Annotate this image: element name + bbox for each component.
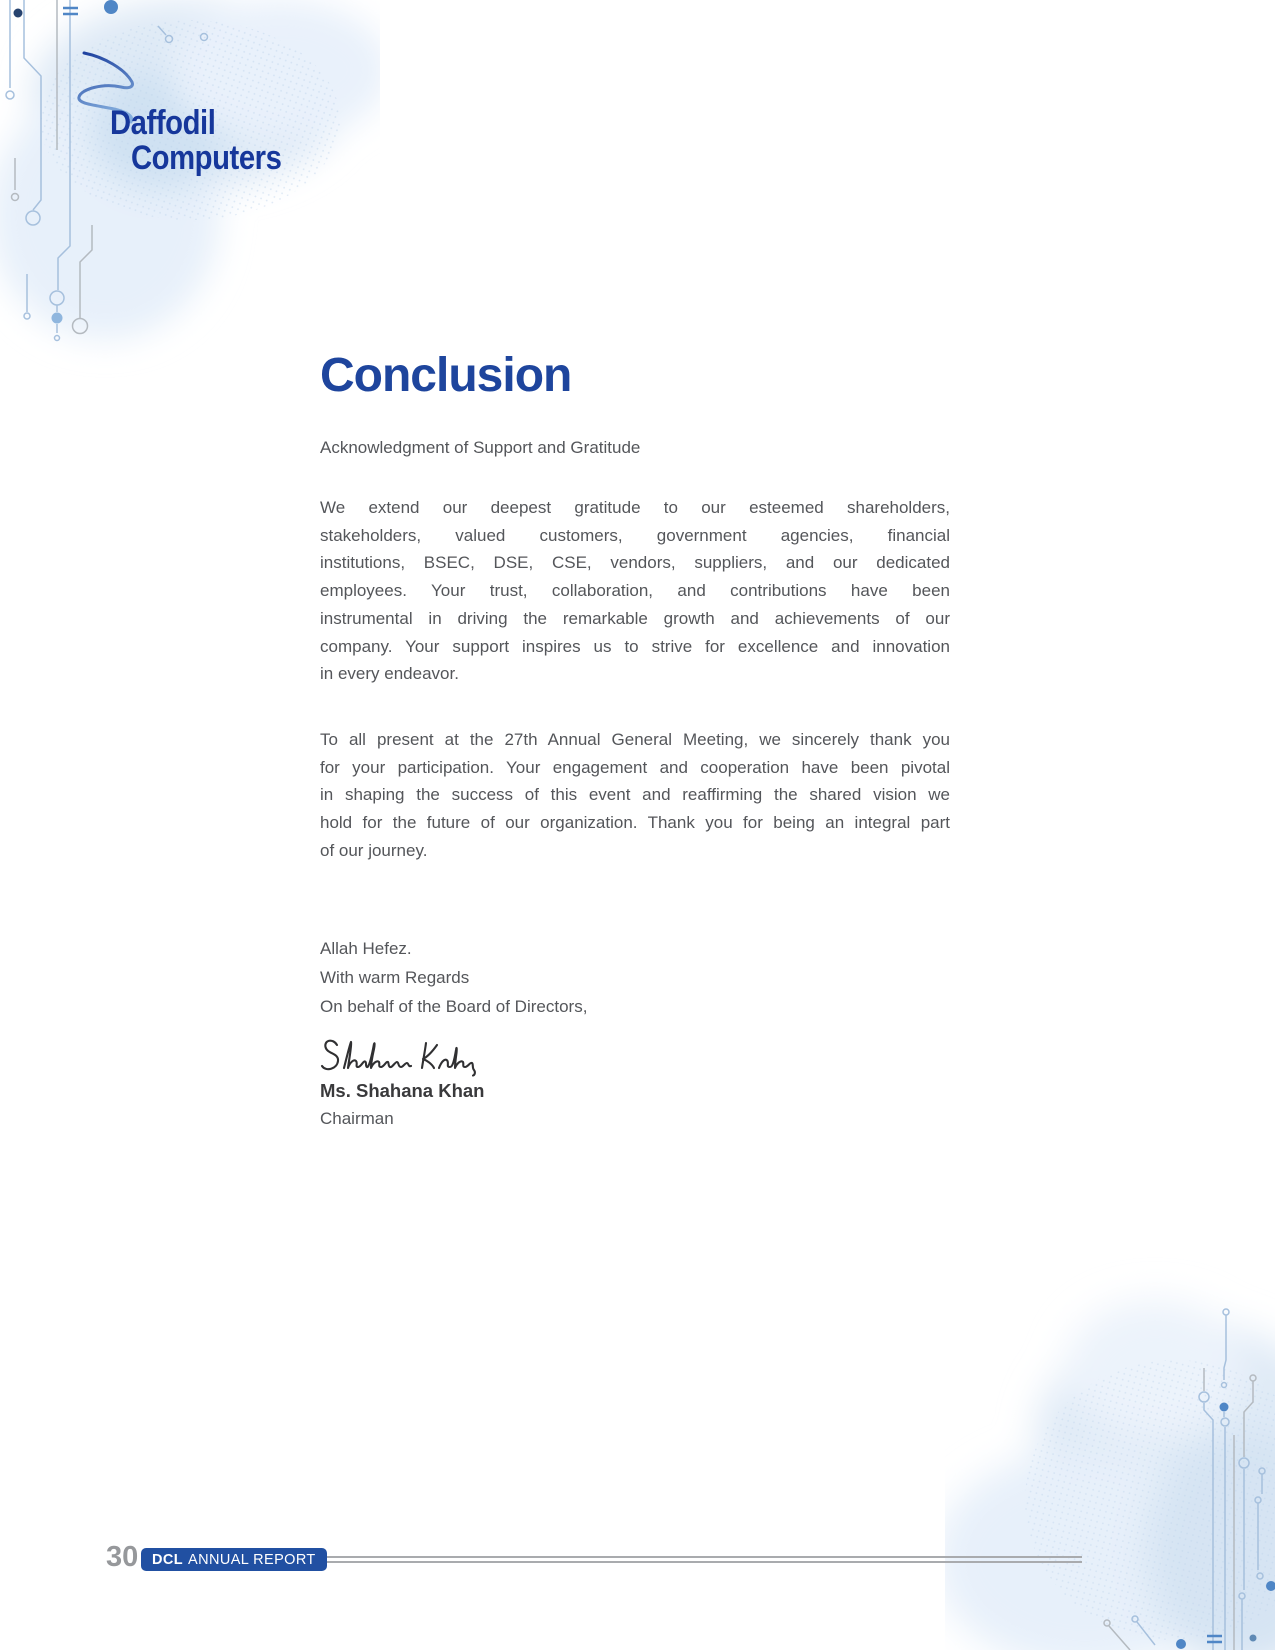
logo-word-computers: Computers <box>131 139 282 177</box>
paragraph-line: of our journey. <box>320 840 428 860</box>
conclusion-section <box>320 349 950 1132</box>
paragraph-gratitude <box>320 494 950 688</box>
paragraph-line: To all present at the 27th Annual General Meeting, we sincerely thank you <box>320 729 950 749</box>
signatory-title: Chairman <box>320 1109 394 1129</box>
paragraph-line: hold for the future of our organization. Thank you for being an integral part <box>320 813 950 833</box>
paragraph-line: in shaping the success of this event and reaffirming the shared vision we <box>320 785 950 805</box>
circuit-nodes <box>14 0 119 18</box>
signature-image <box>320 1035 495 1077</box>
closing-line: With warm Regards <box>320 968 470 988</box>
paragraph-line: company. Your support inspires us to strive for excellence and innovation <box>320 636 950 656</box>
paragraph-line: stakeholders, valued customers, government agencies, financial <box>320 525 950 545</box>
signatory-name: Ms. Shahana Khan <box>320 1080 485 1102</box>
closing-line: On behalf of the Board of Directors, <box>320 996 588 1016</box>
logo-word-daffodil: Daffodil <box>110 104 216 142</box>
badge-brand: DCL <box>152 1551 184 1568</box>
report-badge <box>141 1548 327 1571</box>
daffodil-computers-logo <box>110 106 306 176</box>
paragraph-line: instrumental in driving the remarkable growth and achievements of our <box>320 608 950 628</box>
circuit-decoration-top-left <box>0 0 380 380</box>
closing-block <box>320 935 950 1021</box>
page-title: Conclusion <box>320 349 572 402</box>
footer-rule <box>305 1556 1082 1563</box>
paragraph-line: for your participation. Your engagement and cooperation have been pivotal <box>320 757 950 777</box>
page-number: 30 <box>106 1541 139 1573</box>
paragraph-line: in every endeavor. <box>320 664 459 684</box>
closing-line: Allah Hefez. <box>320 939 412 959</box>
paragraph-line: employees. Your trust, collaboration, and contributions have been <box>320 581 950 601</box>
signature-block <box>320 1035 950 1077</box>
badge-label: ANNUAL REPORT <box>188 1551 316 1568</box>
section-subtitle: Acknowledgment of Support and Gratitude <box>320 438 641 457</box>
paragraph-line: institutions, BSEC, DSE, CSE, vendors, suppliers, and our dedicated <box>320 553 950 573</box>
paragraph-line: We extend our deepest gratitude to our esteemed shareholders, <box>320 498 950 517</box>
paragraph-agm-thanks <box>320 726 950 865</box>
circuit-decoration-bottom-right <box>945 1250 1275 1650</box>
